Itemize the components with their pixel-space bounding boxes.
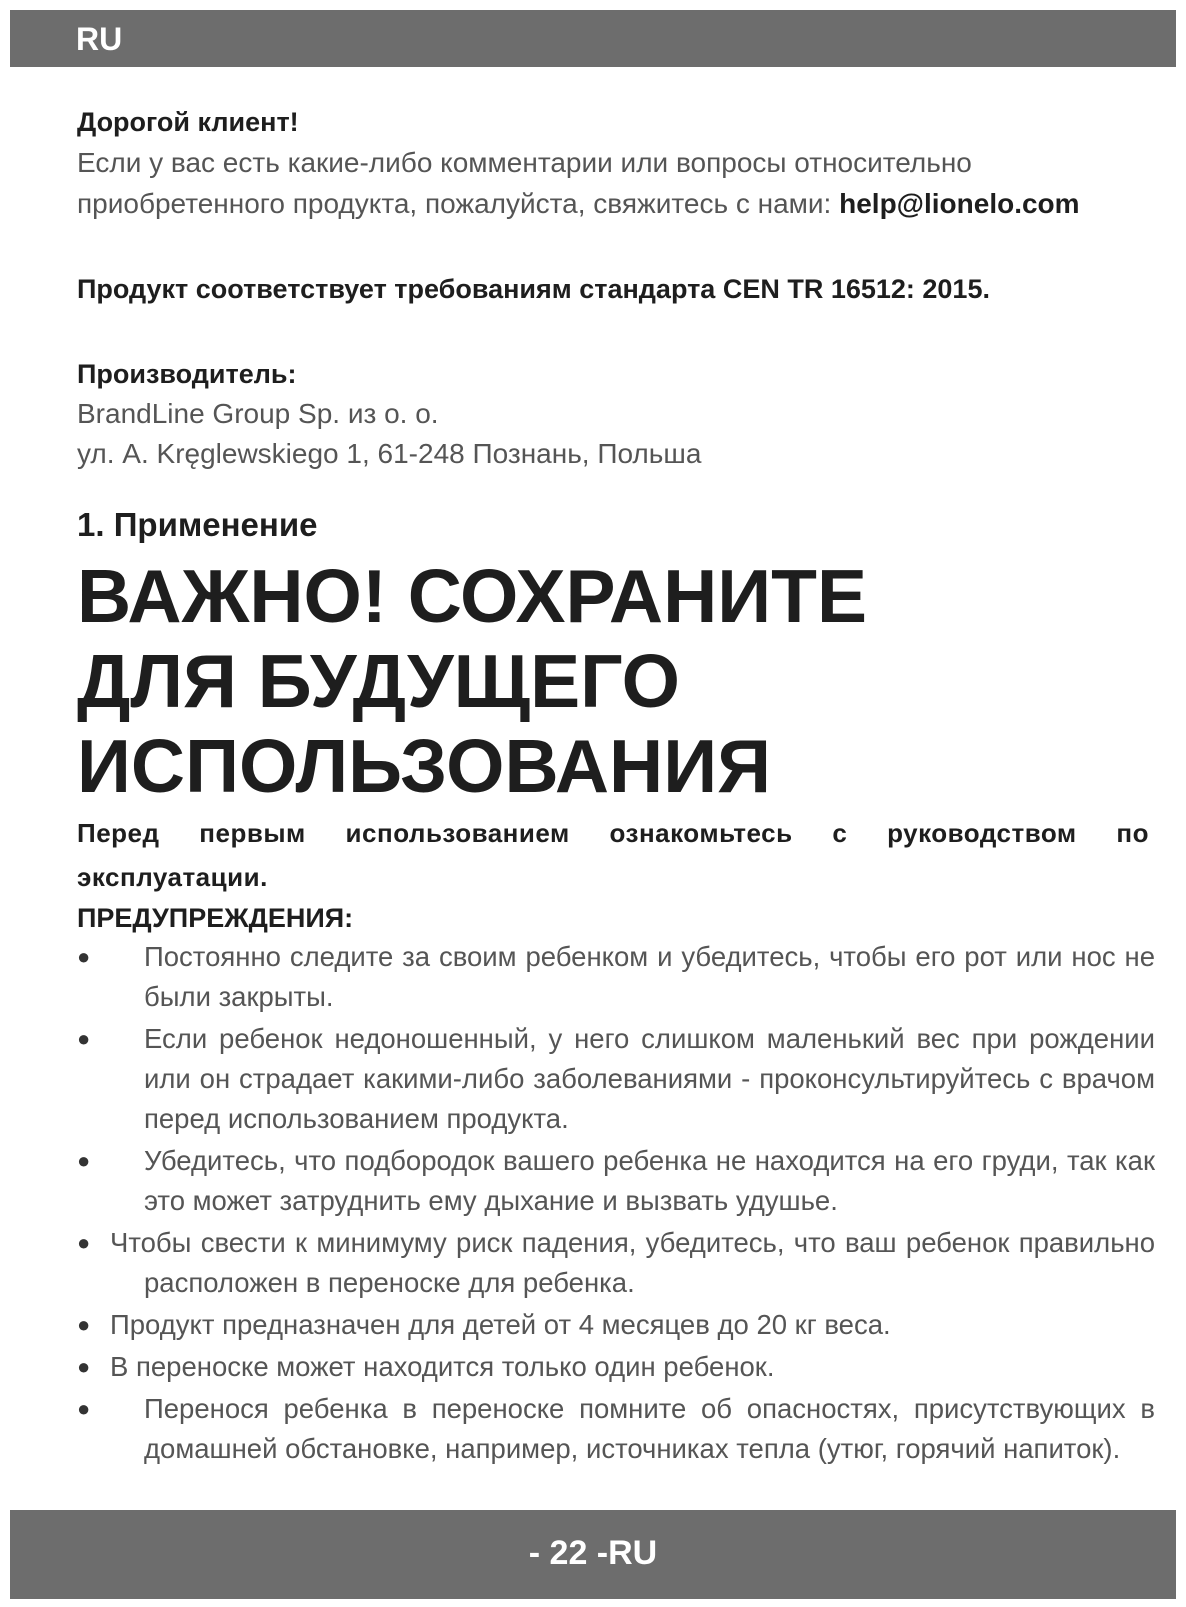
bullet-icon: ●	[77, 1396, 91, 1421]
before-use-note: Перед первым использованием ознакомьтесь с руководством по эксплуатации.	[77, 818, 1149, 892]
bullet-icon: ●	[77, 1230, 91, 1255]
greeting: Дорогой клиент!	[77, 107, 299, 137]
bullet-icon: ●	[77, 1354, 91, 1379]
warning-text: Если ребенок недоношенный, у него слишком маленький вес при рождении или он страдает какими-либо заболеваниями - проконсультируйтесь с врачом перед использованием продукта.	[144, 1023, 1155, 1134]
bullet-icon: ●	[77, 1026, 91, 1051]
manufacturer-address: ул. A. Kręglewskiego 1, 61-248 Познань, Польша	[77, 438, 702, 469]
section-title: 1. Применение	[77, 506, 318, 543]
warnings-title: ПРЕДУПРЕЖДЕНИЯ:	[77, 903, 354, 933]
important-heading	[77, 554, 1155, 809]
warning-text: Чтобы свести к минимуму риск падения, убедитесь, что ваш ребенок правильно расположен в переноске для ребенка.	[110, 1227, 1155, 1298]
standard-statement: Продукт соответствует требованиям стандарта CEN TR 16512: 2015.	[77, 274, 990, 304]
page-content	[77, 102, 1155, 1469]
warning-text: Перенося ребенка в переноске помните об опасностях, присутствующих в домашней обстановке, например, источниках тепла (утюг, горячий напиток).	[144, 1393, 1155, 1464]
warning-item	[77, 1305, 1155, 1345]
warning-item	[77, 1389, 1155, 1469]
manufacturer-label: Производитель:	[77, 359, 297, 389]
language-label: RU	[76, 21, 123, 57]
important-heading-line-2: ДЛЯ БУДУЩЕГО	[77, 639, 681, 723]
warnings-list	[77, 937, 1155, 1469]
manufacturer-name: BrandLine Group Sp. из о. о.	[77, 398, 439, 429]
warning-item	[77, 1141, 1155, 1221]
warning-text: Постоянно следите за своим ребенком и убедитесь, чтобы его рот или нос не были закрыты.	[144, 941, 1155, 1012]
bullet-icon: ●	[77, 944, 91, 969]
warning-text: Продукт предназначен для детей от 4 месяцев до 20 кг веса.	[110, 1309, 891, 1340]
contact-paragraph	[77, 142, 1155, 224]
header-bar	[10, 10, 1176, 67]
warning-item	[77, 1019, 1155, 1139]
warning-text: В переноске может находится только один ребенок.	[110, 1351, 775, 1382]
contact-text: Если у вас есть какие-либо комментарии или вопросы относительно приобретенного продукта, пожалуйста, свяжитесь с нами:	[77, 147, 972, 219]
page-number: - 22 -RU	[528, 1534, 658, 1572]
warning-item	[77, 1347, 1155, 1387]
important-heading-line-1: ВАЖНО! СОХРАНИТЕ	[77, 554, 867, 638]
bullet-icon: ●	[77, 1148, 91, 1173]
warning-item	[77, 1223, 1155, 1303]
warning-item	[77, 937, 1155, 1017]
bullet-icon: ●	[77, 1312, 91, 1337]
footer-bar	[10, 1510, 1176, 1599]
important-heading-line-3: ИСПОЛЬЗОВАНИЯ	[77, 724, 772, 808]
contact-email: help@lionelo.com	[839, 188, 1080, 219]
warning-text: Убедитесь, что подбородок вашего ребенка не находится на его груди, так как это может затруднить ему дыхание и вызвать удушье.	[144, 1145, 1155, 1216]
